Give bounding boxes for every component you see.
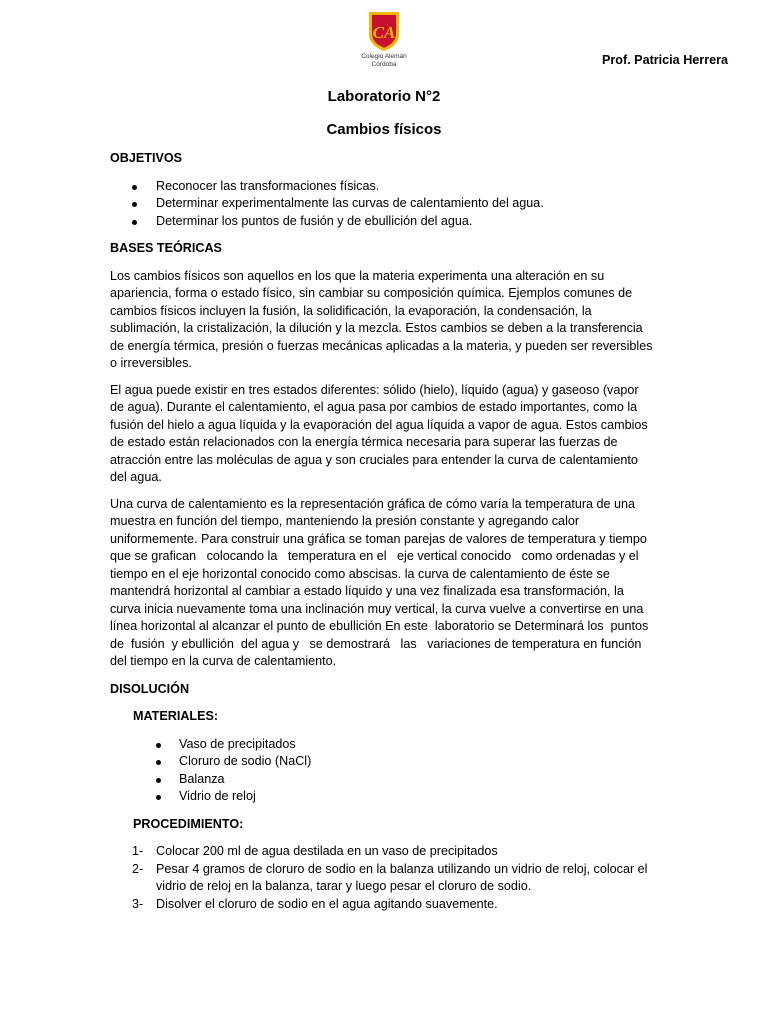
logo-caption-line-2: Córdoba [371,60,397,68]
procedimiento-heading: PROCEDIMIENTO: [133,816,244,831]
list-item: Reconocer las transformaciones físicas. [110,178,654,196]
lab-subtitle: Cambios físicos [326,121,442,138]
step-number: 1- [132,844,144,858]
objetivos-heading: OBJETIVOS [110,151,183,165]
bases-paragraph-3: Una curva de calentamiento es la representación gráfica de cómo varía la temperatura de una muestra en función del tiempo, manteniendo la presión constante y agregando calor uniformemente. Para construir una gráfica se toman parejas de valores de temperatura y tiempo que se grafican colocando la temperatura en el eje vertical conocido como ordenadas y el tiempo en el eje horizontal conocido como abscisas. la curva de calentamiento de éste se mantendrá horizontal al cambiar a estado líquido y una vez finalizada esa transformación, la curva inicia nuevamente toma una inclinación muy vertical, la curva vuelve a convertirse en una línea horizontal al alcanzar el punto de ebullición En este laboratorio se Determinará los puntos de fusión y ebullición del agua y se demostrará las variaciones de temperatura en función del tiempo en la curva de calentamiento. [110,496,652,668]
step-text: Colocar 200 ml de agua destilada en un vaso de precipitados [156,844,498,858]
lab-title: Laboratorio N°2 [327,88,441,105]
bases-paragraph-2: El agua puede existir en tres estados diferentes: sólido (hielo), líquido (agua) y gaseoso (vapor de agua). Durante el calentamiento, el agua pasa por cambios de estado importantes, como la fusión del hielo a agua líquida y la evaporación del agua líquida a vapor de agua. Estos cambios de estado están relacionados con la energía térmica necesaria para superar las fuerzas de atracción entre las moléculas de agua y son cruciales para entender la curva de calentamiento del agua. [110,382,648,484]
list-item: Vaso de precipitados [110,736,654,754]
procedimiento-list [110,843,654,913]
bases-heading: BASES TEÓRICAS [110,241,222,255]
step-text: Pesar 4 gramos de cloruro de sodio en la balanza utilizando un vidrio de reloj, colocar el vidrio de reloj en la balanza, tarar y luego pesar el cloruro de sodio. [156,861,648,893]
list-item: Cloruro de sodio (NaCl) [110,753,654,771]
list-item: Vidrio de reloj [110,788,654,806]
logo-caption-line-1: Colegio Alemán [361,53,407,60]
materiales-heading: MATERIALES: [133,709,219,723]
list-item: Determinar los puntos de fusión y de ebullición del agua. [110,213,654,231]
objetivos-list [110,178,654,231]
disolucion-heading: DISOLUCIÓN [110,681,190,696]
bases-paragraph-1: Los cambios físicos son aquellos en los que la materia experimenta una alteración en su apariencia, forma o estado físico, sin cambiar su composición química. Ejemplos comunes de cambios físicos incluyen la fusión, la solidificación, la evaporación, la condensación, la sublimación, la cristalización, la dilución y la mezcla. Estos cambios se deben a la transferencia de energía térmica, presión o fuerzas mecánicas aplicadas a la materia, y pueden ser reversibles o irreversibles. [110,268,653,370]
document-body [110,150,654,913]
list-item [110,861,654,896]
step-number: 2- [132,861,144,876]
school-logo [361,10,407,68]
step-text: Disolver el cloruro de sodio en el agua agitando suavemente. [156,896,498,911]
materiales-list [110,736,654,806]
list-item [110,896,654,914]
list-item: Determinar experimentalmente las curvas de calentamiento del agua. [110,195,654,213]
list-item: Balanza [110,771,654,789]
list-item [110,843,654,861]
author-name: Prof. Patricia Herrera [602,53,728,67]
step-number: 3- [132,896,144,911]
svg-text:CA: CA [372,23,396,42]
school-shield-icon [367,10,401,52]
